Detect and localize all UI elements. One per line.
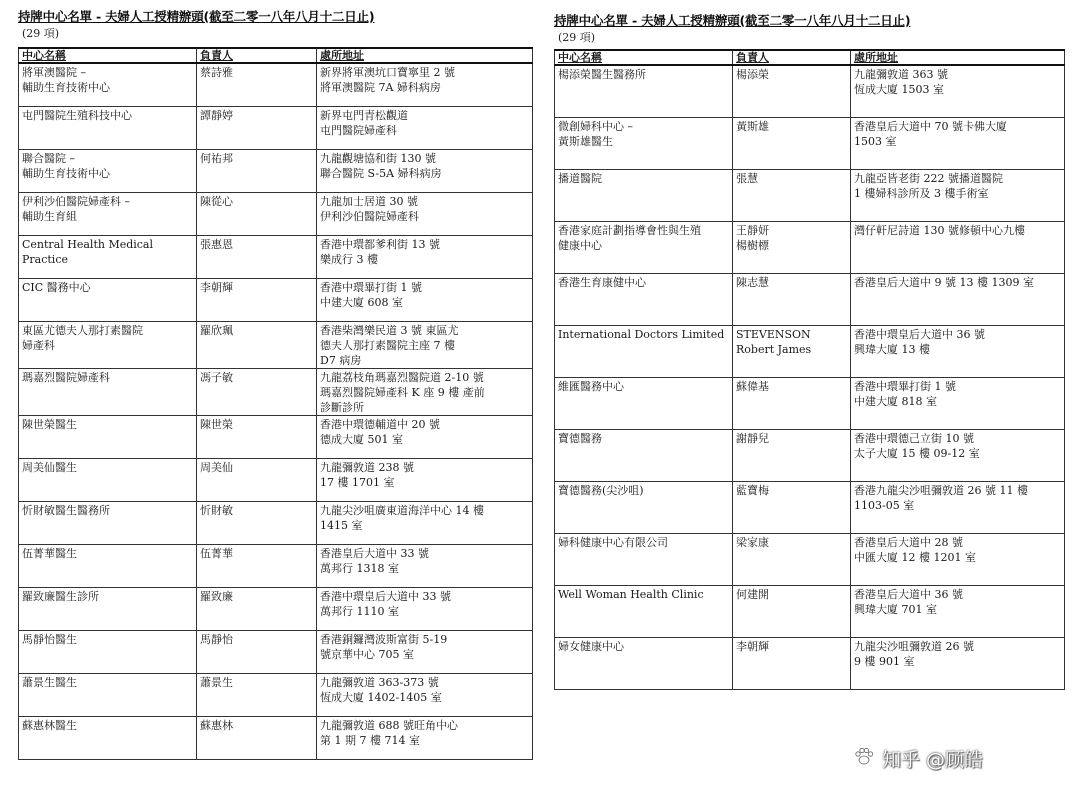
center-name-cell: Well Woman Health Clinic (555, 585, 733, 637)
person-in-charge-cell: STEVENSON Robert James (733, 325, 851, 377)
address-cell: 新界屯門青松觀道 屯門醫院婦產科 (317, 106, 533, 149)
address-cell: 九龍彌敦道 363 號 恆成大廈 1503 室 (851, 65, 1065, 117)
table-header-row (19, 48, 533, 63)
center-name-cell: 聯合醫院 – 輔助生育技術中心 (19, 149, 197, 192)
person-in-charge-cell: 蕭景生 (197, 673, 317, 716)
person-in-charge-cell: 張惠恩 (197, 235, 317, 278)
right-column (554, 0, 1064, 690)
table-row (555, 637, 1065, 689)
table-row (555, 481, 1065, 533)
table-row (19, 368, 533, 415)
address-cell: 九龍荔枝角瑪嘉烈醫院道 2-10 號 瑪嘉烈醫院婦產科 K 座 9 樓 產前 診斷診所 (317, 368, 533, 415)
table-row (555, 169, 1065, 221)
watermark (852, 744, 983, 773)
person-in-charge-cell: 陳世榮 (197, 415, 317, 458)
table-header-row (555, 50, 1065, 65)
table-row (19, 235, 533, 278)
person-in-charge-cell: 王靜妍 楊樹標 (733, 221, 851, 273)
table-row (555, 65, 1065, 117)
person-in-charge-cell: 蘇偉基 (733, 377, 851, 429)
table-row (19, 544, 533, 587)
person-in-charge-cell: 藍寶梅 (733, 481, 851, 533)
centers-table-left (18, 47, 533, 760)
address-cell: 九龍亞皆老街 222 號播道醫院 1 樓婦科診所及 3 樓手術室 (851, 169, 1065, 221)
table-row (555, 585, 1065, 637)
center-name-cell: 寶德醫務 (555, 429, 733, 481)
center-name-cell: 蘇惠林醫生 (19, 716, 197, 759)
center-name-cell: 香港家庭計劃指導會性與生殖 健康中心 (555, 221, 733, 273)
center-name-cell: 伊利沙伯醫院婦產科 – 輔助生育組 (19, 192, 197, 235)
address-cell: 九龍尖沙咀廣東道海洋中心 14 樓 1415 室 (317, 501, 533, 544)
address-cell: 香港皇后大道中 9 號 13 樓 1309 室 (851, 273, 1065, 325)
center-name-cell: 楊添榮醫生醫務所 (555, 65, 733, 117)
address-cell: 香港中環皇后大道中 33 號 萬邦行 1110 室 (317, 587, 533, 630)
table-row (19, 415, 533, 458)
person-in-charge-cell: 梁家康 (733, 533, 851, 585)
table-row (19, 458, 533, 501)
header-person-in-charge: 負責人 (733, 50, 851, 65)
person-in-charge-cell: 蘇惠林 (197, 716, 317, 759)
table-row (19, 673, 533, 716)
address-cell: 香港皇后大道中 33 號 萬邦行 1318 室 (317, 544, 533, 587)
address-cell: 九龍彌敦道 238 號 17 樓 1701 室 (317, 458, 533, 501)
table-row (19, 106, 533, 149)
person-in-charge-cell: 何建開 (733, 585, 851, 637)
address-cell: 香港銅鑼灣波斯富街 5-19 號京華中心 705 室 (317, 630, 533, 673)
table-row (555, 273, 1065, 325)
address-cell: 九龍彌敦道 688 號旺角中心 第 1 期 7 樓 714 室 (317, 716, 533, 759)
person-in-charge-cell: 何祐邦 (197, 149, 317, 192)
center-name-cell: CIC 醫務中心 (19, 278, 197, 321)
header-address: 處所地址 (851, 50, 1065, 65)
center-name-cell: 香港生育康健中心 (555, 273, 733, 325)
table-row (19, 278, 533, 321)
center-name-cell: 陳世榮醫生 (19, 415, 197, 458)
table-row (555, 325, 1065, 377)
center-name-cell: 屯門醫院生殖科技中心 (19, 106, 197, 149)
center-name-cell: 馬靜怡醫生 (19, 630, 197, 673)
table-row (555, 429, 1065, 481)
watermark-text: 知乎 @顾皓 (882, 749, 984, 771)
table-row (19, 149, 533, 192)
center-name-cell: 蕭景生醫生 (19, 673, 197, 716)
address-cell: 九龍觀塘協和街 130 號 聯合醫院 S-5A 婦科病房 (317, 149, 533, 192)
header-address: 處所地址 (317, 48, 533, 63)
person-in-charge-cell: 羅致廉 (197, 587, 317, 630)
paw-icon (852, 744, 876, 773)
address-cell: 九龍尖沙咀彌敦道 26 號 9 樓 901 室 (851, 637, 1065, 689)
address-cell: 香港柴灣樂民道 3 號 東區尤 德夫人那打素醫院主座 7 樓 D7 病房 (317, 321, 533, 368)
center-name-cell: 忻財敏醫生醫務所 (19, 501, 197, 544)
address-cell: 香港中環皇后大道中 36 號 興瑋大廈 13 樓 (851, 325, 1065, 377)
table-row (19, 321, 533, 368)
item-count: (29 項) (22, 27, 60, 40)
address-cell: 九龍加士居道 30 號 伊利沙伯醫院婦產科 (317, 192, 533, 235)
center-name-cell: Central Health Medical Practice (19, 235, 197, 278)
table-row (19, 501, 533, 544)
header-center-name: 中心名稱 (555, 50, 733, 65)
address-cell: 香港中環德己立街 10 號 太子大廈 15 樓 09-12 室 (851, 429, 1065, 481)
person-in-charge-cell: 陳從心 (197, 192, 317, 235)
table-row (19, 630, 533, 673)
address-cell: 香港中環都爹利街 13 號 樂成行 3 樓 (317, 235, 533, 278)
table-row (19, 587, 533, 630)
center-name-cell: 羅致廉醫生診所 (19, 587, 197, 630)
table-row (555, 533, 1065, 585)
person-in-charge-cell: 周美仙 (197, 458, 317, 501)
person-in-charge-cell: 黃斯雄 (733, 117, 851, 169)
center-name-cell: 婦科健康中心有限公司 (555, 533, 733, 585)
center-name-cell: 婦女健康中心 (555, 637, 733, 689)
table-row (19, 192, 533, 235)
address-cell: 九龍彌敦道 363-373 號 恆成大廈 1402-1405 室 (317, 673, 533, 716)
table-row (555, 117, 1065, 169)
person-in-charge-cell: 楊添榮 (733, 65, 851, 117)
address-cell: 香港皇后大道中 70 號卡佛大廈 1503 室 (851, 117, 1065, 169)
address-cell: 新界將軍澳坑口寶寧里 2 號 將軍澳醫院 7A 婦科病房 (317, 63, 533, 106)
table-body-right (555, 65, 1065, 689)
person-in-charge-cell: 馮子敏 (197, 368, 317, 415)
person-in-charge-cell: 譚靜婷 (197, 106, 317, 149)
table-row (19, 63, 533, 106)
header-center-name: 中心名稱 (19, 48, 197, 63)
list-title: 持牌中心名單 - 夫婦人工授精辦頭(截至二零一八年八月十二日止) (18, 9, 375, 24)
table-row (555, 221, 1065, 273)
center-name-cell: 周美仙醫生 (19, 458, 197, 501)
address-cell: 香港中環畢打街 1 號 中建大廈 608 室 (317, 278, 533, 321)
person-in-charge-cell: 蔡詩雅 (197, 63, 317, 106)
address-cell: 香港中環畢打街 1 號 中建大廈 818 室 (851, 377, 1065, 429)
address-cell: 香港皇后大道中 36 號 興瑋大廈 701 室 (851, 585, 1065, 637)
header-person-in-charge: 負責人 (197, 48, 317, 63)
person-in-charge-cell: 忻財敏 (197, 501, 317, 544)
person-in-charge-cell: 張慧 (733, 169, 851, 221)
center-name-cell: 東區尤德夫人那打素醫院 婦產科 (19, 321, 197, 368)
center-name-cell: International Doctors Limited (555, 325, 733, 377)
center-name-cell: 微創婦科中心 – 黃斯雄醫生 (555, 117, 733, 169)
person-in-charge-cell: 伍菁華 (197, 544, 317, 587)
center-name-cell: 播道醫院 (555, 169, 733, 221)
item-count: (29 項) (558, 31, 596, 44)
person-in-charge-cell: 李朝輝 (733, 637, 851, 689)
list-title: 持牌中心名單 - 夫婦人工授精辦頭(截至二零一八年八月十二日止) (554, 13, 911, 28)
center-name-cell: 寶德醫務(尖沙咀) (555, 481, 733, 533)
person-in-charge-cell: 謝靜兒 (733, 429, 851, 481)
person-in-charge-cell: 羅欣珮 (197, 321, 317, 368)
left-column (18, 0, 532, 760)
address-cell: 香港九龍尖沙咀彌敦道 26 號 11 樓 1103-05 室 (851, 481, 1065, 533)
table-row (555, 377, 1065, 429)
table-body-left (19, 63, 533, 759)
person-in-charge-cell: 陳志慧 (733, 273, 851, 325)
center-name-cell: 瑪嘉烈醫院婦產科 (19, 368, 197, 415)
center-name-cell: 將軍澳醫院 – 輔助生育技術中心 (19, 63, 197, 106)
person-in-charge-cell: 李朝輝 (197, 278, 317, 321)
center-name-cell: 伍菁華醫生 (19, 544, 197, 587)
address-cell: 香港中環德輔道中 20 號 德成大廈 501 室 (317, 415, 533, 458)
center-name-cell: 維匯醫務中心 (555, 377, 733, 429)
address-cell: 香港皇后大道中 28 號 中匯大廈 12 樓 1201 室 (851, 533, 1065, 585)
person-in-charge-cell: 馬靜怡 (197, 630, 317, 673)
table-row (19, 716, 533, 759)
centers-table-right (554, 49, 1065, 690)
address-cell: 灣仔軒尼詩道 130 號修頓中心九樓 (851, 221, 1065, 273)
